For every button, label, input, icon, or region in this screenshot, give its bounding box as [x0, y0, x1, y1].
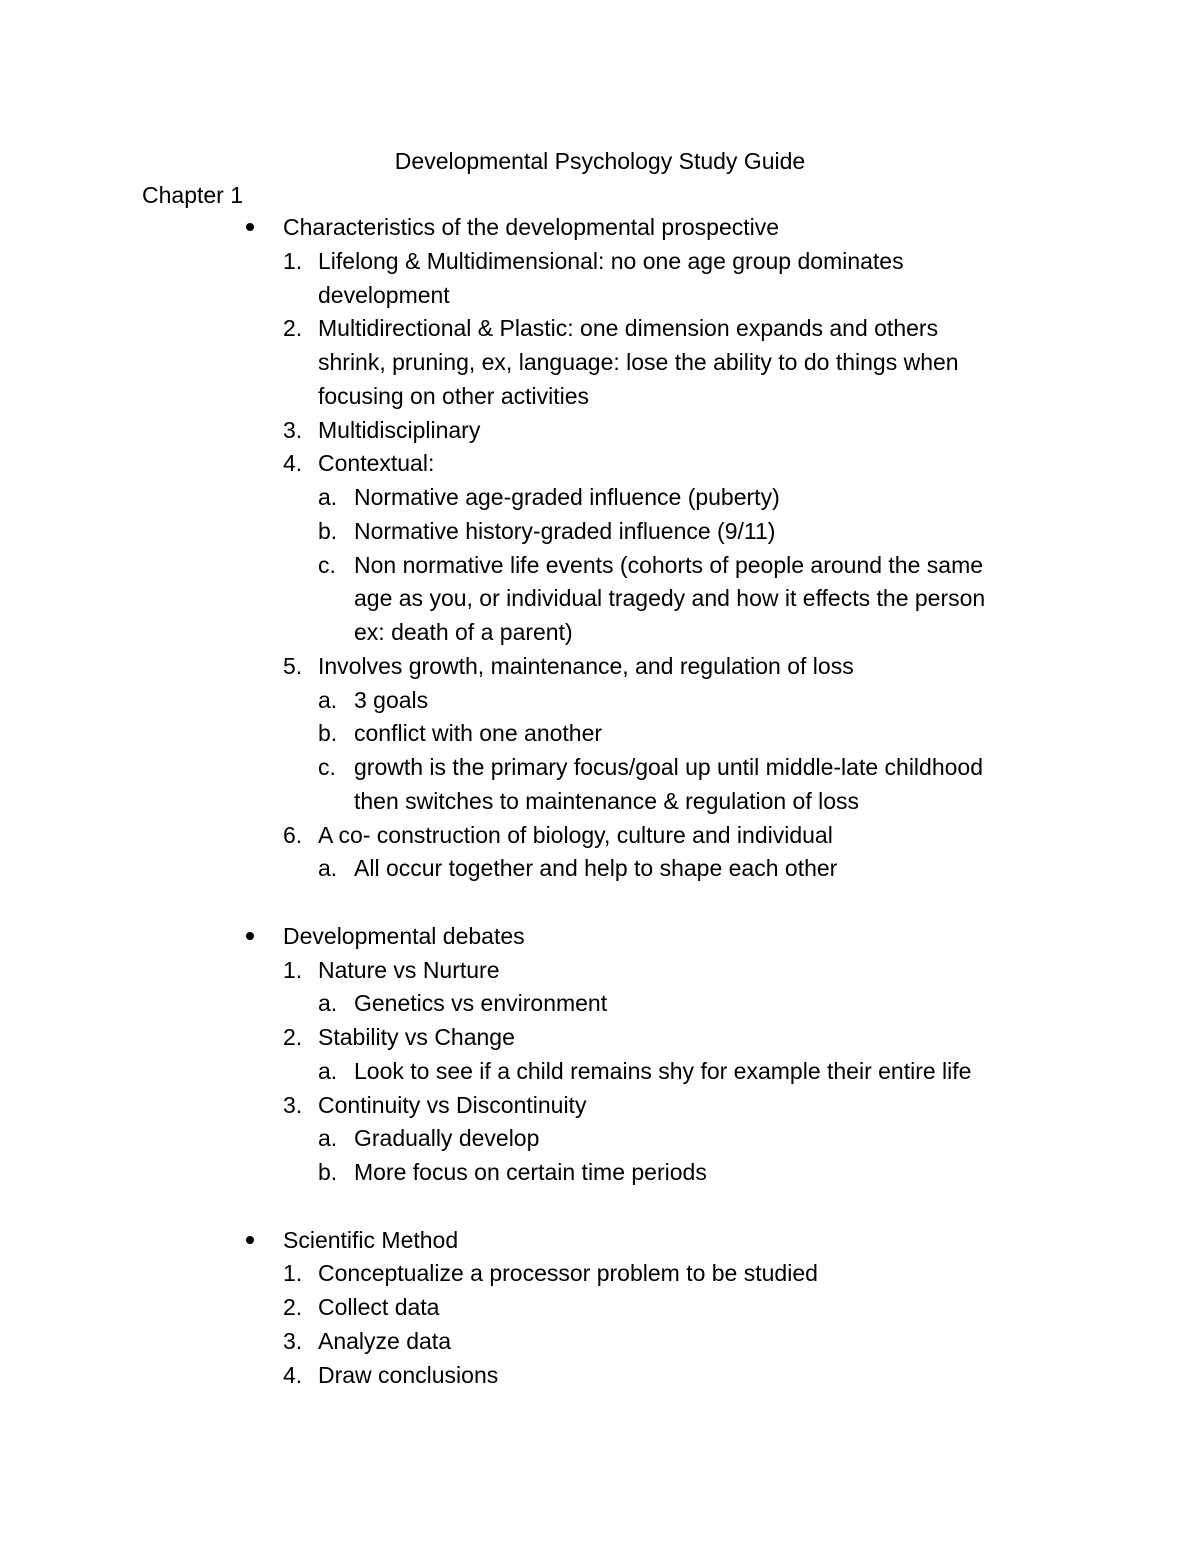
subitem-text: conflict with one another — [354, 720, 603, 747]
subitem-letter: a. — [318, 855, 338, 882]
numbered-item-line — [0, 281, 1200, 315]
item-number: 3. — [283, 416, 303, 443]
item-text: Draw conclusions — [318, 1361, 499, 1388]
bullet-icon — [246, 932, 254, 940]
subitem-text: All occur together and help to shape each other — [354, 855, 838, 882]
study-guide-outline — [0, 213, 1200, 1394]
lettered-subitem-line — [0, 989, 1200, 1023]
lettered-subitem-line — [0, 854, 1200, 888]
section-heading: Developmental debates — [283, 922, 525, 949]
lettered-subitem-line — [0, 483, 1200, 517]
item-number: 1. — [283, 247, 303, 274]
item-text: Conceptualize a processor problem to be studied — [318, 1260, 818, 1287]
lettered-subitem-line — [0, 719, 1200, 753]
subitem-text: Normative age-graded influence (puberty) — [354, 484, 780, 510]
numbered-item-line — [0, 956, 1200, 990]
subitem-letter: b. — [318, 517, 338, 544]
subitem-letter: a. — [318, 484, 338, 510]
numbered-item-line — [0, 1023, 1200, 1057]
item-text: Involves growth, maintenance, and regulation of loss — [318, 652, 854, 679]
lettered-subitem-line — [0, 517, 1200, 551]
lettered-subitem-line — [0, 1158, 1200, 1192]
subitem-letter: b. — [318, 1159, 338, 1185]
item-text: Continuity vs Discontinuity — [318, 1091, 587, 1118]
item-text: Lifelong & Multidimensional: no one age group dominates — [318, 247, 904, 274]
subitem-letter: a. — [318, 990, 338, 1017]
subitem-text: ex: death of a parent) — [354, 619, 573, 645]
item-text: Contextual: — [318, 450, 435, 477]
item-text: Multidisciplinary — [318, 416, 481, 443]
lettered-subitem-line — [0, 1124, 1200, 1158]
numbered-item-line — [0, 382, 1200, 416]
blank-line — [0, 1192, 1200, 1226]
item-number: 4. — [283, 1361, 303, 1388]
item-number: 2. — [283, 1294, 303, 1320]
subitem-letter: c. — [318, 754, 336, 780]
item-number: 2. — [283, 1024, 303, 1050]
item-text: Collect data — [318, 1294, 440, 1320]
subitem-text: Normative history-graded influence (9/11) — [354, 517, 776, 544]
section-bullet-line — [0, 922, 1200, 956]
bullet-icon — [246, 1236, 254, 1244]
section-bullet-line — [0, 1226, 1200, 1260]
item-text: development — [318, 281, 450, 308]
lettered-subitem-line — [0, 686, 1200, 720]
lettered-subitem-line — [0, 584, 1200, 618]
numbered-item-line — [0, 348, 1200, 382]
lettered-subitem-line — [0, 618, 1200, 652]
subitem-letter: a. — [318, 1057, 338, 1084]
subitem-text: Look to see if a child remains shy for example their entire life — [354, 1057, 972, 1084]
numbered-item-line — [0, 821, 1200, 855]
section-bullet-line — [0, 213, 1200, 247]
numbered-item-line — [0, 247, 1200, 281]
subitem-letter: a. — [318, 1125, 338, 1152]
lettered-subitem-line — [0, 1057, 1200, 1091]
subitem-text: Non normative life events (cohorts of people around the same — [354, 551, 984, 578]
subitem-text: Genetics vs environment — [354, 990, 608, 1017]
item-text: Analyze data — [318, 1327, 451, 1354]
numbered-item-line — [0, 1091, 1200, 1125]
item-text: Multidirectional & Plastic: one dimension expands and others — [318, 315, 939, 342]
item-text: focusing on other activities — [318, 382, 590, 409]
item-number: 2. — [283, 315, 303, 342]
subitem-letter: a. — [318, 686, 338, 713]
item-text: shrink, pruning, ex, language: lose the ability to do things when — [318, 349, 959, 375]
item-number: 1. — [283, 956, 303, 983]
item-number: 3. — [283, 1091, 303, 1118]
numbered-item-line — [0, 1293, 1200, 1327]
chapter-heading: Chapter 1 — [142, 182, 244, 208]
item-number: 1. — [283, 1260, 303, 1287]
subitem-text: Gradually develop — [354, 1125, 540, 1152]
blank-line — [0, 888, 1200, 922]
numbered-item-line — [0, 449, 1200, 483]
numbered-item-line — [0, 1361, 1200, 1395]
bullet-icon — [246, 223, 254, 231]
subitem-text: More focus on certain time periods — [354, 1159, 707, 1185]
numbered-item-line — [0, 1327, 1200, 1361]
section-heading: Characteristics of the developmental prospective — [283, 214, 780, 240]
numbered-item-line — [0, 1259, 1200, 1293]
item-number: 3. — [283, 1327, 303, 1354]
section-heading: Scientific Method — [283, 1226, 459, 1253]
item-text: Stability vs Change — [318, 1024, 515, 1050]
lettered-subitem-line — [0, 551, 1200, 585]
numbered-item-line — [0, 652, 1200, 686]
subitem-text: growth is the primary focus/goal up until middle-late childhood — [354, 754, 983, 780]
subitem-letter: b. — [318, 720, 338, 747]
item-number: 4. — [283, 450, 303, 477]
numbered-item-line — [0, 314, 1200, 348]
lettered-subitem-line — [0, 753, 1200, 787]
item-text: A co- construction of biology, culture and individual — [318, 821, 833, 848]
lettered-subitem-line — [0, 787, 1200, 821]
document-title: Developmental Psychology Study Guide — [394, 148, 806, 174]
subitem-text: 3 goals — [354, 686, 429, 713]
item-number: 6. — [283, 821, 303, 848]
item-number: 5. — [283, 652, 303, 679]
subitem-text: then switches to maintenance & regulation of loss — [354, 787, 860, 814]
item-text: Nature vs Nurture — [318, 956, 500, 983]
numbered-item-line — [0, 416, 1200, 450]
subitem-text: age as you, or individual tragedy and how it effects the person — [354, 585, 986, 612]
subitem-letter: c. — [318, 551, 336, 578]
